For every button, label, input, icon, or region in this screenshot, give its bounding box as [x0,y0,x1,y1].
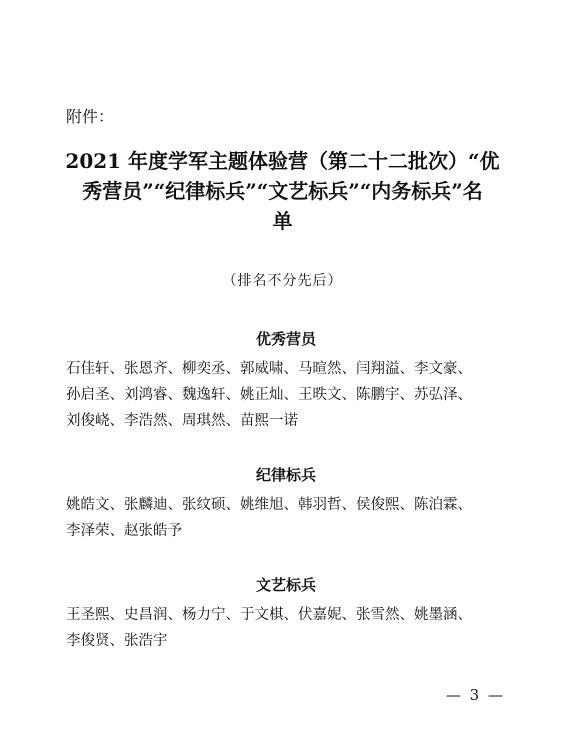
section-art-models [66,574,506,654]
section-title: 优秀营员 [255,330,316,348]
name-line: 刘俊峣、李浩然、周琪然、苗熙一诺 [66,413,298,429]
title-line: 单 [272,209,293,233]
document-title [50,146,515,236]
name-line: 石佳轩、张恩齐、柳奕丞、郭威啸、马暄然、闫翔溢、李文豪、 [66,361,472,377]
section-outstanding-campers [66,328,506,434]
name-line: 孙启圣、刘鸿睿、魏逸轩、姚正灿、王昳文、陈鹏宇、苏弘泽、 [66,387,472,403]
page-number: — 3 — [445,686,505,704]
ordering-note: （排名不分先后） [222,273,343,289]
name-line: 姚皓文、张麟迪、张纹硕、姚维旭、韩羽哲、侯俊熙、陈泊霖、 [66,497,472,513]
section-discipline-models [66,464,506,544]
title-line: 2021 年度学军主题体验营（第二十二批次）“优 [65,149,500,173]
name-line: 王圣熙、史昌润、杨力宁、于文棋、伏嘉妮、张雪然、姚墨涵、 [66,607,472,623]
attachment-label: 附件： [66,107,115,126]
name-line: 李俊贤、张浩宇 [66,633,168,649]
section-title: 文艺标兵 [255,576,316,594]
section-title: 纪律标兵 [255,466,316,484]
name-line: 李泽荣、赵张皓予 [66,523,182,539]
title-line: 秀营员”“纪律标兵”“文艺标兵”“内务标兵”名 [82,179,483,203]
